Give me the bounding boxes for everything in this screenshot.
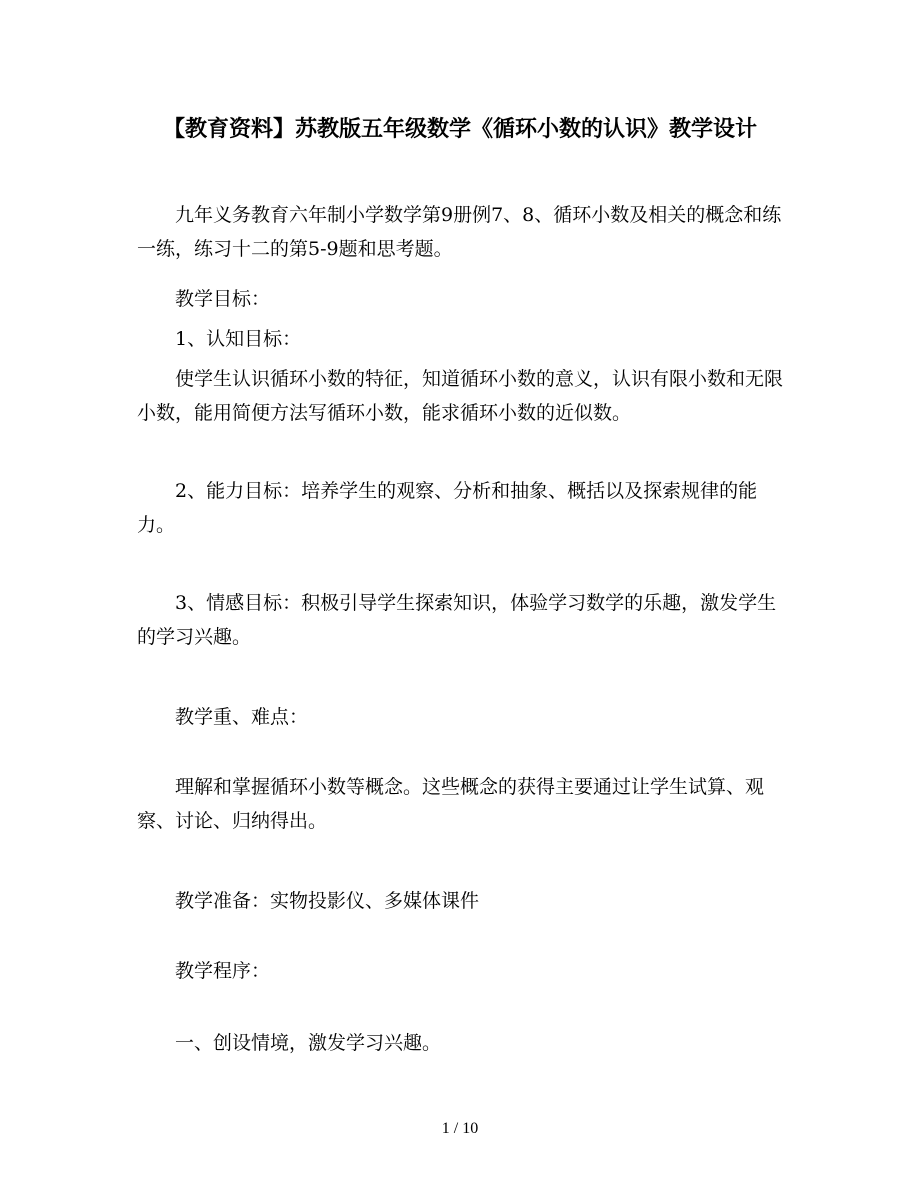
paragraph-ability-goal: 2、能力目标：培养学生的观察、分析和抽象、概括以及探索规律的能力。 xyxy=(137,480,758,536)
paragraph-emotion-goal: 3、情感目标：积极引导学生探索知识，体验学习数学的乐趣，激发学生的学习兴趣。 xyxy=(137,592,777,648)
paragraph-cognitive-heading: 1、认知目标： xyxy=(175,328,302,350)
page-indicator: 1 / 10 xyxy=(441,1120,479,1137)
paragraph-cognitive-goal: 使学生认识循环小数的特征，知道循环小数的意义，认识有限小数和无限小数，能用简便方法写循环小数，能求循环小数的近似数。 xyxy=(137,368,784,424)
paragraph-procedure-heading: 教学程序： xyxy=(175,960,271,982)
paragraph-intro: 九年义务教育六年制小学数学第9册例7、8、循环小数及相关的概念和练一练，练习十二的第5-9题和思考题。 xyxy=(137,204,782,260)
document-title: 【教育资料】苏教版五年级数学《循环小数的认识》教学设计 xyxy=(162,116,757,142)
paragraph-section-one: 一、创设情境，激发学习兴趣。 xyxy=(175,1032,442,1054)
paragraph-key-points-heading: 教学重、难点： xyxy=(175,706,309,728)
paragraph-objectives-heading: 教学目标： xyxy=(175,288,271,310)
paragraph-key-points: 理解和掌握循环小数等概念。这些概念的获得主要通过让学生试算、观察、讨论、归纳得出。 xyxy=(137,776,765,832)
paragraph-preparation: 教学准备：实物投影仪、多媒体课件 xyxy=(175,890,480,912)
